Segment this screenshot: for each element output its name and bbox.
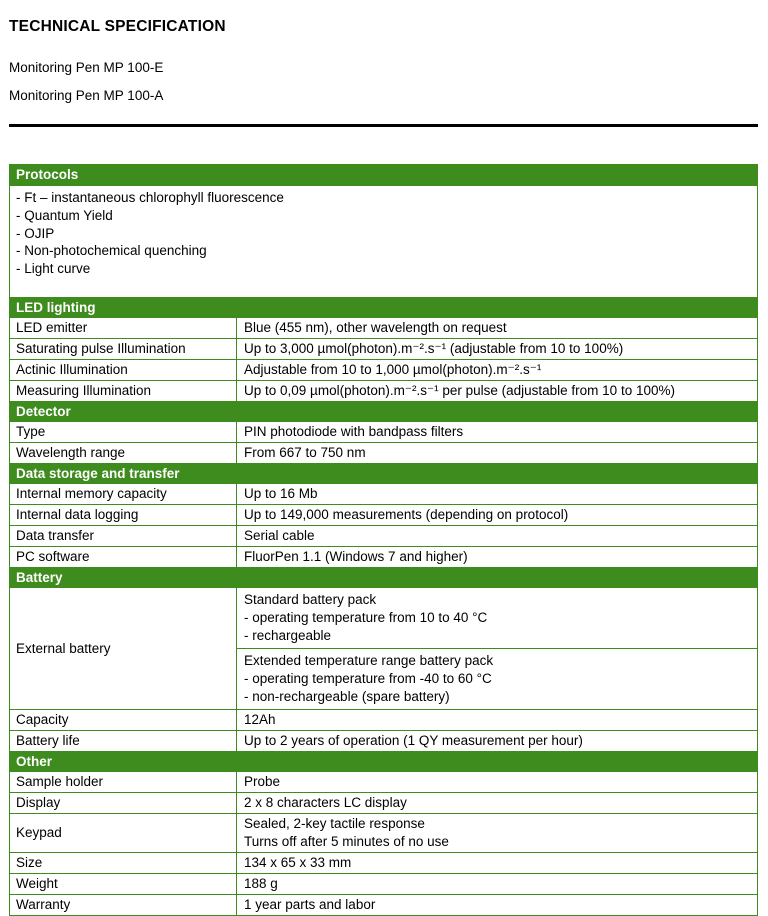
spec-value-text: 12Ah xyxy=(244,711,276,727)
spec-row-wavelength-range xyxy=(10,442,757,463)
spec-value-text: 2 x 8 characters LC display xyxy=(244,794,407,810)
spec-label: Capacity xyxy=(10,710,237,730)
spec-value-text: Serial cable xyxy=(244,527,315,543)
spec-label: External battery xyxy=(10,588,237,709)
spec-row-internal-memory-capacity xyxy=(10,483,757,504)
spec-label: Measuring Illumination xyxy=(10,381,237,401)
spec-value xyxy=(237,318,757,338)
spec-row-warranty xyxy=(10,894,757,915)
spec-row-external-battery xyxy=(10,587,757,709)
spec-label: Saturating pulse Illumination xyxy=(10,339,237,359)
spec-value xyxy=(237,874,757,894)
spec-value-line: - operating temperature from 10 to 40 °C xyxy=(244,609,488,625)
spec-value-line: Sealed, 2-key tactile response xyxy=(244,815,425,831)
spec-value xyxy=(237,526,757,546)
spec-row-led-emitter xyxy=(10,317,757,338)
spec-label: Internal memory capacity xyxy=(10,484,237,504)
spec-value-text: Blue (455 nm), other wavelength on request xyxy=(244,319,507,335)
spec-value xyxy=(237,547,757,567)
section-header-protocols: Protocols xyxy=(10,165,757,185)
spec-value-text: Up to 2 years of operation (1 QY measurement per hour) xyxy=(244,732,583,748)
spec-row-display xyxy=(10,792,757,813)
spec-value-blocks xyxy=(237,588,757,709)
section-header-detector: Detector xyxy=(10,401,757,421)
page-title: TECHNICAL SPECIFICATION xyxy=(9,18,226,35)
spec-table xyxy=(9,164,758,916)
spec-label: Sample holder xyxy=(10,772,237,792)
spec-value-line: Extended temperature range battery pack xyxy=(244,652,494,668)
spec-label: Weight xyxy=(10,874,237,894)
spec-row-internal-data-logging xyxy=(10,504,757,525)
spec-row-data-transfer xyxy=(10,525,757,546)
section-list-protocols xyxy=(10,185,757,297)
spec-value xyxy=(237,360,757,380)
spec-value xyxy=(237,339,757,359)
spec-value-text: 134 x 65 x 33 mm xyxy=(244,854,352,870)
spec-label: LED emitter xyxy=(10,318,237,338)
spec-value-text: 1 year parts and labor xyxy=(244,896,376,912)
spec-label: Keypad xyxy=(10,814,237,852)
spec-label: PC software xyxy=(10,547,237,567)
protocol-item: - Light curve xyxy=(16,261,91,277)
spec-value-text: Up to 3,000 µmol(photon).m⁻².s⁻¹ (adjustable from 10 to 100%) xyxy=(244,340,624,356)
section-header-data-storage-and-transfer: Data storage and transfer xyxy=(10,463,757,483)
spec-label: Battery life xyxy=(10,731,237,751)
spec-label: Actinic Illumination xyxy=(10,360,237,380)
spec-row-sample-holder xyxy=(10,771,757,792)
spec-value xyxy=(237,484,757,504)
spec-label: Wavelength range xyxy=(10,443,237,463)
spec-row-battery-life xyxy=(10,730,757,751)
spec-row-actinic-illumination xyxy=(10,359,757,380)
spec-row-pc-software xyxy=(10,546,757,567)
spec-value xyxy=(237,793,757,813)
spec-value-line: - operating temperature from -40 to 60 °C xyxy=(244,670,492,686)
spec-value-text: 188 g xyxy=(244,875,278,891)
section-header-other: Other xyxy=(10,751,757,771)
spec-row-saturating-pulse-illumination xyxy=(10,338,757,359)
product-name-mp100e: Monitoring Pen MP 100-E xyxy=(9,60,164,75)
protocol-item: - Quantum Yield xyxy=(16,207,113,223)
spec-label: Display xyxy=(10,793,237,813)
section-header-led-lighting: LED lighting xyxy=(10,297,757,317)
spec-value xyxy=(237,422,757,442)
spec-value-text: Up to 0,09 µmol(photon).m⁻².s⁻¹ per pulse (adjustable from 10 to 100%) xyxy=(244,382,675,398)
spec-row-capacity xyxy=(10,709,757,730)
spec-value-block xyxy=(237,588,757,648)
spec-value-text: Probe xyxy=(244,773,281,789)
spec-row-measuring-illumination xyxy=(10,380,757,401)
spec-value-text: PIN photodiode with bandpass filters xyxy=(244,423,464,439)
divider-rule xyxy=(9,124,758,127)
spec-value-text: Up to 149,000 measurements (depending on protocol) xyxy=(244,506,569,522)
spec-value-text: Up to 16 Mb xyxy=(244,485,318,501)
spec-label: Data transfer xyxy=(10,526,237,546)
spec-value-line: Turns off after 5 minutes of no use xyxy=(244,833,449,849)
spec-row-type xyxy=(10,421,757,442)
spec-value xyxy=(237,853,757,873)
protocol-item: - OJIP xyxy=(16,225,55,241)
spec-value-block xyxy=(237,648,757,709)
protocol-item: - Non-photochemical quenching xyxy=(16,243,207,259)
spec-value xyxy=(237,772,757,792)
spec-value xyxy=(237,505,757,525)
protocol-item: - Ft – instantaneous chlorophyll fluorescence xyxy=(16,190,284,205)
spec-value xyxy=(237,895,757,915)
spec-value xyxy=(237,731,757,751)
section-header-battery: Battery xyxy=(10,567,757,587)
spec-label: Warranty xyxy=(10,895,237,915)
spec-value-text: From 667 to 750 nm xyxy=(244,444,366,460)
spec-label: Size xyxy=(10,853,237,873)
spec-value-line: Standard battery pack xyxy=(244,591,377,607)
spec-label: Internal data logging xyxy=(10,505,237,525)
spec-label: Type xyxy=(10,422,237,442)
spec-row-size xyxy=(10,852,757,873)
spec-value xyxy=(237,814,757,852)
spec-row-keypad xyxy=(10,813,757,852)
product-name-mp100a: Monitoring Pen MP 100-A xyxy=(9,88,164,103)
spec-value-line: - non-rechargeable (spare battery) xyxy=(244,688,450,704)
spec-value xyxy=(237,710,757,730)
spec-row-weight xyxy=(10,873,757,894)
spec-value-line: - rechargeable xyxy=(244,627,332,643)
spec-value-text: Adjustable from 10 to 1,000 µmol(photon).m⁻².s⁻¹ xyxy=(244,361,542,377)
spec-value xyxy=(237,443,757,463)
spec-value xyxy=(237,381,757,401)
spec-value-text: FluorPen 1.1 (Windows 7 and higher) xyxy=(244,548,468,564)
